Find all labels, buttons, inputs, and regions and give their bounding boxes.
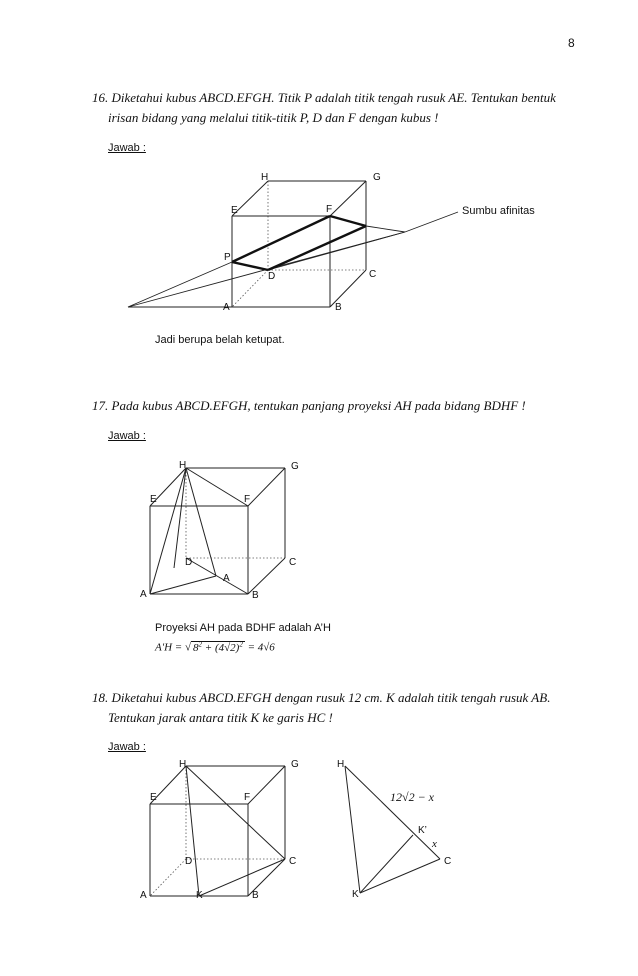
q17-formula-eq2: = (247, 641, 255, 654)
q18-tri-label-k-prime: K’ (418, 825, 427, 836)
q18-text-line2: Tentukan jarak antara titik K ke garis HC ! (108, 710, 333, 725)
q16-axis-label: Sumbu afinitas (462, 205, 535, 217)
q17-label-h: H (179, 460, 187, 471)
q18-label-d: D (185, 856, 193, 867)
q17-formula-a: 8 (193, 641, 199, 654)
q17-formula-b: (4√2) (214, 641, 240, 654)
q17-text: 17. Pada kubus ABCD.EFGH, tentukan panjang proyeksi AH pada bidang BDHF ! (92, 398, 526, 413)
q17-jawab: Jawab : (108, 430, 146, 442)
q18-jawab: Jawab : (108, 741, 146, 753)
q17-formula: A'H = √ $8^2 + (4√2)^2 = 4√6$ (155, 640, 275, 654)
q16-label-d: D (268, 271, 276, 282)
q17-label-e: E (150, 494, 157, 505)
q17-label-a: A (140, 589, 147, 600)
q16-label-b: B (335, 302, 342, 313)
q18-label-b: B (252, 890, 259, 901)
q16-label-g: G (373, 172, 381, 183)
q16-text-line1: 16. Diketahui kubus ABCD.EFGH. Titik P adalah titik tengah rusuk AE. Tentukan bentuk (92, 90, 556, 105)
q17-label-c: C (289, 557, 297, 568)
q18-label-g: G (291, 759, 299, 770)
q17-label-a-prime: A (223, 573, 230, 584)
q18-tri-label-c: C (444, 856, 452, 867)
q17-answer-line: Proyeksi AH pada BDHF adalah A’H (155, 622, 331, 634)
q16-label-e: E (231, 205, 238, 216)
q18-label-a: A (140, 890, 147, 901)
q16-text-line2: irisan bidang yang melalui titik-titik P, D dan F dengan kubus ! (108, 110, 439, 125)
q16-label-f: F (326, 204, 333, 215)
q17-label-g: G (291, 461, 299, 472)
q18-label-f: F (244, 792, 251, 803)
q18-tri-expr: 12√2 − x (390, 790, 435, 804)
q18-tri-label-h: H (337, 759, 345, 770)
q16-jawab: Jawab : (108, 142, 146, 154)
q18-label-k: K (196, 890, 203, 901)
q16-label-h: H (261, 172, 269, 183)
q17-formula-lhs: A'H (155, 641, 173, 654)
q18-tri-label-x: x (432, 838, 437, 850)
q18-label-e: E (150, 792, 157, 803)
page-number: 8 (568, 36, 575, 50)
q17-label-d: D (185, 557, 193, 568)
q16-label-p: P (224, 252, 231, 263)
q18-label-c: C (289, 856, 297, 867)
q17-formula-eq: = (174, 641, 183, 654)
q18-tri-label-k: K (352, 889, 359, 900)
q16-label-c: C (369, 269, 377, 280)
q16-label-a: A (223, 302, 230, 313)
q17-formula-result: 4√6 (257, 641, 275, 654)
q17-label-b: B (252, 590, 259, 601)
q17-label-f: F (244, 494, 251, 505)
q18-label-h: H (179, 759, 187, 770)
q16-conclusion: Jadi berupa belah ketupat. (155, 334, 285, 346)
q18-text-line1: 18. Diketahui kubus ABCD.EFGH dengan rusuk 12 cm. K adalah titik tengah rusuk AB. (92, 690, 551, 705)
